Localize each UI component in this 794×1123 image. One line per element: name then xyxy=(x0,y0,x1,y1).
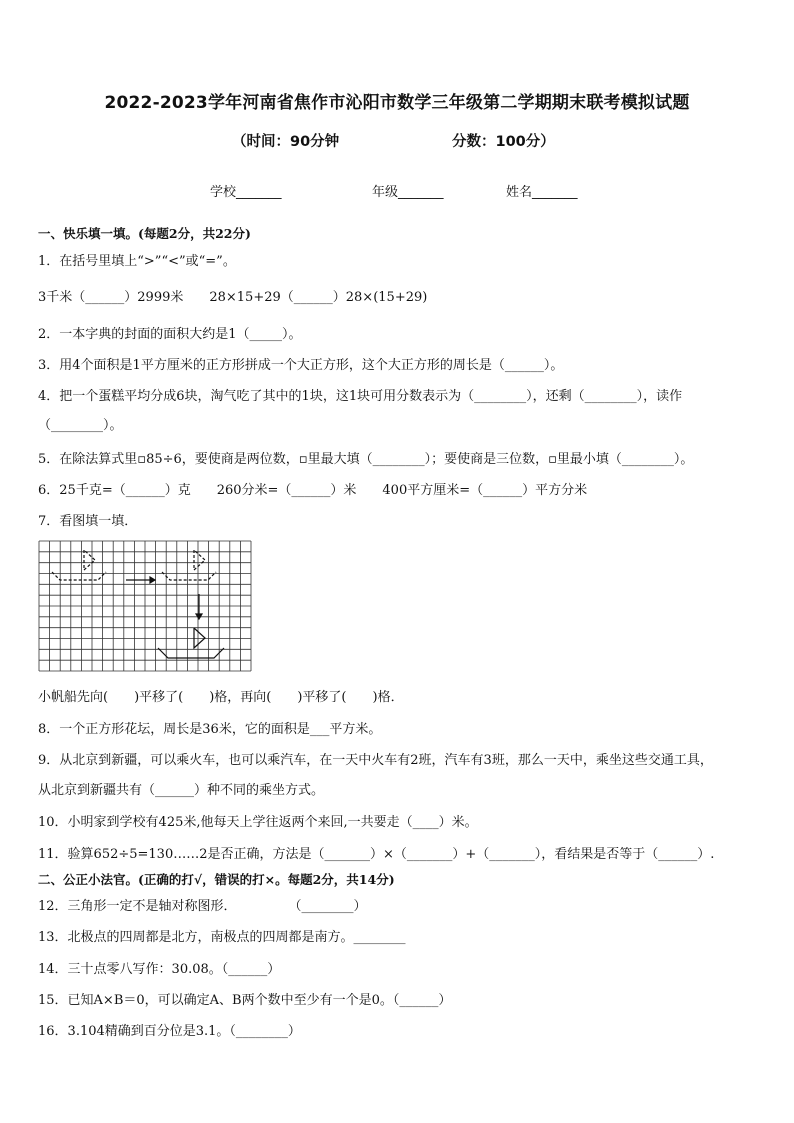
question-7: 7．看图填一填． xyxy=(38,514,138,529)
question-16: 16．3.104精确到百分位是3.1。（________） xyxy=(38,1024,301,1039)
name-field: 姓名_______ xyxy=(506,185,578,200)
arrow-right-icon xyxy=(126,577,155,583)
exam-score: 分数：100分） xyxy=(452,134,555,150)
question-8: 8．一个正方形花坛，周长是36米，它的面积是___平方米。 xyxy=(38,722,382,737)
question-13: 13．北极点的四周都是北方，南极点的四周都是南方。________ xyxy=(38,930,406,945)
question-3: 3．用4个面积是1平方厘米的正方形拼成一个大正方形，这个大正方形的周长是（______）。 xyxy=(38,358,564,373)
question-15: 15．已知A×B＝0，可以确定A、B两个数中至少有一个是0。（______） xyxy=(38,993,452,1008)
question-10: 10．小明家到学校有425米,他每天上学往返两个来回,一共要走（____）米。 xyxy=(38,815,478,830)
grid-lines xyxy=(39,541,251,671)
question-11: 11．验算652÷5=130……2是否正确，方法是（_______）×（_______）+（_______），看结果是否等于（______）. xyxy=(38,847,715,862)
question-5: 5．在除法算式里▫85÷6，要使商是两位数，▫里最大填（________）；要使商是三位数，▫里最小填（________）。 xyxy=(38,452,694,467)
question-7-answer: 小帆船先向( )平移了( )格，再向( )平移了( )格． xyxy=(38,690,404,705)
section-1-heading: 一、快乐填一填。(每题2分，共22分) xyxy=(38,226,251,241)
question-2: 2．一本字典的封面的面积大约是1（_____）。 xyxy=(38,327,302,342)
question-12: 12．三角形一定不是轴对称图形． （________） xyxy=(38,899,367,914)
school-field: 学校_______ xyxy=(210,185,282,200)
sailboat-moved-right xyxy=(162,550,216,580)
question-9-line-2: 从北京到新疆共有（______）种不同的乘坐方式。 xyxy=(38,783,325,798)
question-1: 1．在括号里填上“>”“<”或“=”。 xyxy=(38,254,236,269)
question-9-line-1: 9．从北京到新疆，可以乘火车，也可以乘汽车，在一天中火车有2班，汽车有3班，那么一天中，乘坐这些交通工具， xyxy=(38,753,713,768)
grade-field: 年级_______ xyxy=(372,185,444,200)
question-14: 14．三十点零八写作：30.08。（______） xyxy=(38,962,281,977)
page-title: 2022-2023学年河南省焦作市沁阳市数学三年级第二学期期末联考模拟试题 xyxy=(104,93,690,113)
question-6: 6．25千克=（______）克 260分米=（______）米 400平方厘米=（______）平方分米 xyxy=(38,483,588,498)
question-1-items: 3千米（______）2999米 28×15+29（______）28×(15+29) xyxy=(38,290,428,305)
sailboat-grid-figure xyxy=(38,540,252,672)
exam-time: （时间：90分钟 xyxy=(232,134,340,150)
question-4-line-2: （________）。 xyxy=(38,418,123,433)
sailboat-moved-down xyxy=(158,628,224,658)
section-2-heading: 二、公正小法官。(正确的打√，错误的打×。每题2分，共14分) xyxy=(38,872,395,887)
arrow-down-icon xyxy=(196,594,202,619)
question-4-line-1: 4．把一个蛋糕平均分成6块，淘气吃了其中的1块，这1块可用分数表示为（________），还剩（________），读作 xyxy=(38,389,683,404)
